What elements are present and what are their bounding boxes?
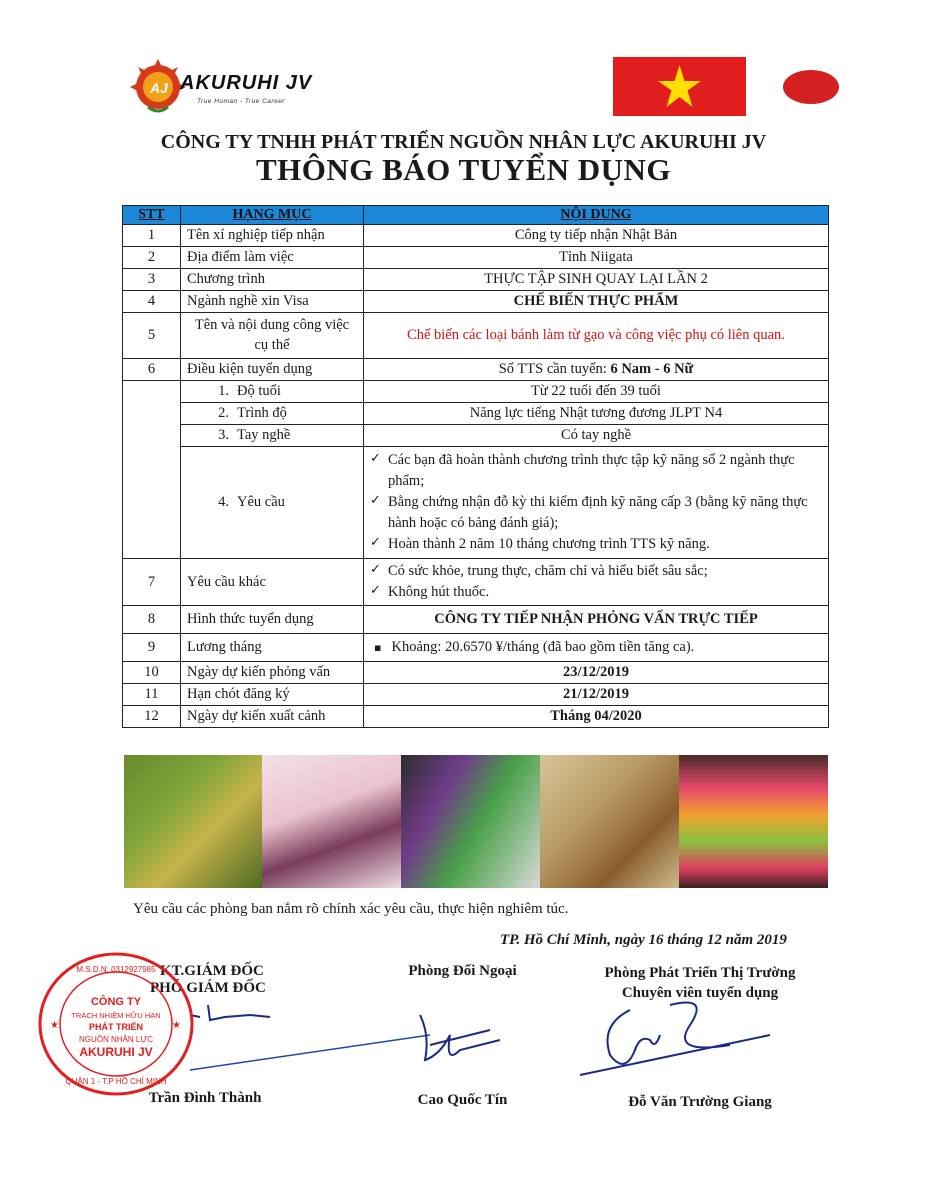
rice-grain-photo [540,755,679,888]
row-item: Ngày dự kiến xuất cảnh [181,706,364,728]
table-subrow [123,403,829,425]
row-content: CHẾ BIẾN THỰC PHẨM [364,291,829,313]
subrow-num: 2. [218,405,229,421]
logo-sun-icon [128,57,188,117]
check-item: ✓ Không hút thuốc. [370,582,824,603]
vietnam-flag-icon [613,57,746,116]
row-stt: 7 [123,559,181,606]
stamp-top-text: M.S.D.N: 0312927985 [76,965,156,974]
header-content: NỘI DUNG [364,206,829,225]
row-stt: 1 [123,225,181,247]
row-stt: 11 [123,684,181,706]
macaron-tower-photo [679,755,828,888]
row-item: Ngày dự kiến phỏng vấn [181,662,364,684]
table-row [123,662,829,684]
row-content [364,634,829,662]
check-item: ✓ Hoàn thành 2 năm 10 tháng chương trình TTS kỹ năng. [370,534,824,555]
signature-title-line: Phòng Đối Ngoại [408,963,517,979]
table-subrow [123,425,829,447]
stamp-line-3: PHÁT TRIỂN [89,1022,143,1032]
logo-text: AKURUHI JV [180,72,313,94]
page-title: THÔNG BÁO TUYỂN DỤNG [255,152,672,187]
subrow-label: Yêu cầu [237,494,285,510]
row-item: Chương trình [181,269,364,291]
subrow-label: Trình độ [237,405,287,421]
row-stt: 2 [123,247,181,269]
row-item: Ngành nghề xin Visa [181,291,364,313]
stamp-line-4: NGUỒN NHÂN LỰC [79,1035,153,1044]
instruction-note: Yêu cầu các phòng ban nắm rõ chính xác yêu cầu, thực hiện nghiêm túc. [133,901,569,917]
check-item: ✓ Bằng chứng nhận đỗ kỳ thi kiểm định kỹ năng cấp 3 (bằng kỹ năng thực hành hoặc có bảng đánh giá); [370,492,824,534]
table-row [123,684,829,706]
table-row [123,559,829,606]
subrow-content: Từ 22 tuổi đến 39 tuổi [364,381,829,403]
row-content: Công ty tiếp nhận Nhật Bản [364,225,829,247]
table-subrow [123,447,829,559]
row-item: Địa điểm làm việc [181,247,364,269]
subrow-num: 3. [218,427,229,443]
salary-text: ▪ Khoảng: 20.6570 ¥/tháng (đã bao gồm tiền tăng ca). [374,639,694,655]
row-content: Tháng 04/2020 [364,706,829,728]
subrow-num: 4. [218,494,229,510]
row-item: Điều kiện tuyển dụng [181,359,364,381]
signer-name-1: Trần Đình Thành [148,1090,262,1106]
header-stt: STT [123,206,181,225]
table-row [123,247,829,269]
japan-flag-icon [783,70,839,104]
row-stt: 9 [123,634,181,662]
check-item: ✓ Các bạn đã hoàn thành chương trình thực tập kỹ năng số 2 ngành thực phẩm; [370,450,824,492]
row-stt: 10 [123,662,181,684]
subrow-item [181,425,364,447]
row-stt: 3 [123,269,181,291]
stamp-star-icon: ★ [50,1020,59,1031]
handwritten-signatures [130,995,830,1085]
signature-title-line: PHÓ GIÁM ĐỐC [150,980,266,996]
subrow-item [181,381,364,403]
recruitment-table [122,205,829,728]
row-content: CÔNG TY TIẾP NHẬN PHỎNG VẤN TRỰC TIẾP [364,606,829,634]
table-subrow [123,381,829,403]
stamp-line-5: AKURUHI JV [79,1045,153,1059]
check-item: ✓ Có sức khỏe, trung thực, chăm chỉ và hiểu biết sâu sắc; [370,561,824,582]
table-row [123,706,829,728]
table-row [123,225,829,247]
company-name: CÔNG TY TNHH PHÁT TRIỂN NGUỒN NHÂN LỰC AKURUHI JV [160,131,767,153]
subrow-label: Độ tuổi [237,383,281,399]
row-content: 21/12/2019 [364,684,829,706]
requirements-list [364,447,829,559]
logo-slogan: True Human - True Career [197,98,285,105]
stamp-line-1: CÔNG TY [90,996,142,1008]
row-stt: 8 [123,606,181,634]
row-item: Yêu cầu khác [181,559,364,606]
subrow-item [181,403,364,425]
signature-title-external [380,963,545,980]
row-item: Hình thức tuyển dụng [181,606,364,634]
row-item: Hạn chót đăng ký [181,684,364,706]
subrow-content: Năng lực tiếng Nhật tương đương JLPT N4 [364,403,829,425]
signature-title-line: KT.GIÁM ĐỐC [160,963,264,979]
row-item: Tên xí nghiệp tiếp nhận [181,225,364,247]
quota-value: 6 Nam - 6 Nữ [610,361,694,377]
header-item: HẠNG MỤC [181,206,364,225]
date-line: TP. Hồ Chí Minh, ngày 16 tháng 12 năm 2019 [500,932,787,948]
signature-title-line: Chuyên viên tuyển dụng [621,985,779,1002]
row-item: Tên và nội dung công việc cụ thể [181,313,364,359]
subrow-content: Có tay nghề [364,425,829,447]
other-requirements-list [364,559,829,606]
row-stt: 12 [123,706,181,728]
signature-title-line: Phòng Phát Triển Thị Trường [604,965,796,981]
table-row [123,291,829,313]
wagashi-photo [401,755,540,888]
company-stamp-icon [36,950,196,1098]
table-row [123,269,829,291]
subrow-item [181,447,364,559]
rice-cake-photo [124,755,262,888]
row-content: Chế biến các loại bánh làm từ gạo và công việc phụ có liên quan. [364,313,829,359]
table-row [123,634,829,662]
row-stt: 5 [123,313,181,359]
table-row [123,359,829,381]
quota-prefix: Số TTS cần tuyển: [498,361,611,377]
table-row [123,313,829,359]
row-content: 23/12/2019 [364,662,829,684]
stamp-star-icon: ★ [172,1020,181,1031]
svg-text:AJ: AJ [150,80,168,96]
row-stt-empty [123,381,181,559]
mochi-photo [262,755,401,888]
table-header-row [123,206,829,225]
row-item: Lương tháng [181,634,364,662]
stamp-line-2: TRÁCH NHIỆM HỮU HẠN [71,1011,161,1020]
row-stt: 4 [123,291,181,313]
row-content: THỰC TẬP SINH QUAY LẠI LẦN 2 [364,269,829,291]
signer-name-3: Đỗ Văn Trường Giang [628,1094,772,1110]
row-content [364,359,829,381]
table-row [123,606,829,634]
signer-name-2: Cao Quốc Tín [417,1092,508,1108]
subrow-label: Tay nghề [237,427,291,443]
subrow-num: 1. [218,383,229,399]
row-content: Tỉnh Niigata [364,247,829,269]
stamp-bottom-text: QUẬN 1 - T.P HỒ CHÍ MINH [65,1077,167,1086]
row-stt: 6 [123,359,181,381]
